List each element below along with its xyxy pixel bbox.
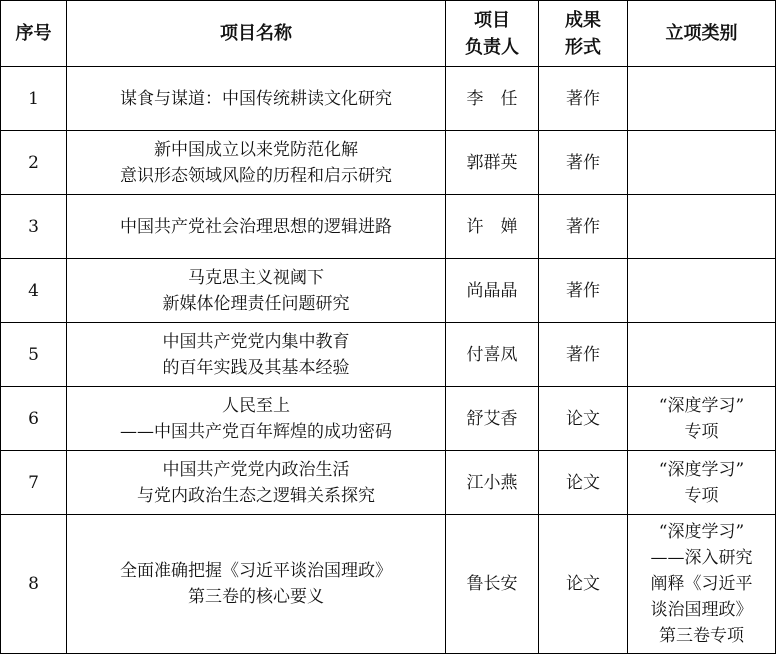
cell-seq: 6: [1, 387, 67, 451]
cell-seq: 4: [1, 259, 67, 323]
header-leader-line-1: 项目: [474, 9, 510, 31]
cell-leader: 江小燕: [446, 451, 539, 515]
cell-project-name: [67, 451, 446, 515]
cell-category: [628, 387, 776, 451]
cell-category: [628, 67, 776, 131]
project-name-line: 中国共产党社会治理思想的逻辑进路: [120, 216, 392, 237]
cell-project-name: [67, 67, 446, 131]
project-name-line: 新中国成立以来党防范化解: [154, 139, 358, 160]
table-row: [1, 259, 776, 323]
project-name-line: 意识形态领域风险的历程和启示研究: [120, 165, 392, 186]
cell-project-name: [67, 131, 446, 195]
category-line: 阐释《习近平: [650, 574, 753, 594]
project-name-line: 中国共产党党内集中教育: [162, 331, 350, 352]
project-name-line: ——中国共产党百年辉煌的成功密码: [120, 421, 392, 442]
cell-category: [628, 323, 776, 387]
cell-category: [628, 259, 776, 323]
header-category: 立项类别: [628, 1, 776, 67]
table-body: [1, 67, 776, 654]
cell-form: 著作: [539, 195, 628, 259]
header-form: [539, 1, 628, 67]
cell-leader: 郭群英: [446, 131, 539, 195]
project-name-line: 的百年实践及其基本经验: [162, 357, 350, 378]
header-form-line-2: 形式: [565, 36, 601, 58]
header-leader-line-2: 负责人: [465, 36, 519, 58]
project-name-line: 与党内政治生态之逻辑关系探究: [137, 485, 375, 506]
project-name-line: 第三卷的核心要义: [188, 587, 324, 607]
project-name-line: 新媒体伦理责任问题研究: [162, 293, 350, 314]
project-name-line: 中国共产党党内政治生活: [162, 459, 350, 480]
category-line: “深度学习”: [658, 522, 745, 542]
cell-seq: 8: [1, 515, 67, 654]
cell-category: [628, 131, 776, 195]
project-name-line: 谋食与谋道：中国传统耕读文化研究: [120, 88, 392, 109]
table-row: [1, 515, 776, 654]
cell-category: [628, 515, 776, 654]
category-line: “深度学习”: [658, 459, 745, 480]
category-line: 专项: [684, 485, 719, 506]
table-row: [1, 451, 776, 515]
header-row: [1, 1, 776, 67]
cell-form: 著作: [539, 131, 628, 195]
cell-seq: 3: [1, 195, 67, 259]
cell-project-name: [67, 387, 446, 451]
table-row: [1, 131, 776, 195]
cell-form: 论文: [539, 515, 628, 654]
cell-leader: 付喜凤: [446, 323, 539, 387]
cell-form: 论文: [539, 387, 628, 451]
header-leader: [446, 1, 539, 67]
cell-form: 著作: [539, 323, 628, 387]
cell-seq: 5: [1, 323, 67, 387]
cell-project-name: [67, 259, 446, 323]
header-project-name: 项目名称: [67, 1, 446, 67]
table-row: [1, 323, 776, 387]
project-name-line: 全面准确把握《习近平谈治国理政》: [120, 561, 392, 581]
cell-form: 著作: [539, 67, 628, 131]
cell-seq: 7: [1, 451, 67, 515]
category-line: 第三卷专项: [659, 626, 744, 646]
cell-leader: 舒艾香: [446, 387, 539, 451]
category-line: ——深入研究: [650, 548, 753, 568]
cell-form: 论文: [539, 451, 628, 515]
cell-project-name: [67, 323, 446, 387]
category-line: 谈治国理政》: [650, 600, 753, 620]
cell-project-name: [67, 515, 446, 654]
table-row: [1, 387, 776, 451]
table-row: [1, 195, 776, 259]
category-line: “深度学习”: [658, 395, 745, 416]
project-name-line: 人民至上: [222, 395, 290, 416]
cell-leader: 鲁长安: [446, 515, 539, 654]
category-line: 专项: [684, 421, 719, 442]
header-seq: 序号: [1, 1, 67, 67]
cell-form: 著作: [539, 259, 628, 323]
cell-seq: 1: [1, 67, 67, 131]
project-name-line: 马克思主义视阈下: [188, 267, 324, 288]
cell-leader: 许 婵: [446, 195, 539, 259]
cell-leader: 尚晶晶: [446, 259, 539, 323]
header-form-line-1: 成果: [565, 9, 601, 31]
cell-category: [628, 451, 776, 515]
cell-project-name: [67, 195, 446, 259]
cell-seq: 2: [1, 131, 67, 195]
cell-leader: 李 任: [446, 67, 539, 131]
table-row: [1, 67, 776, 131]
cell-category: [628, 195, 776, 259]
